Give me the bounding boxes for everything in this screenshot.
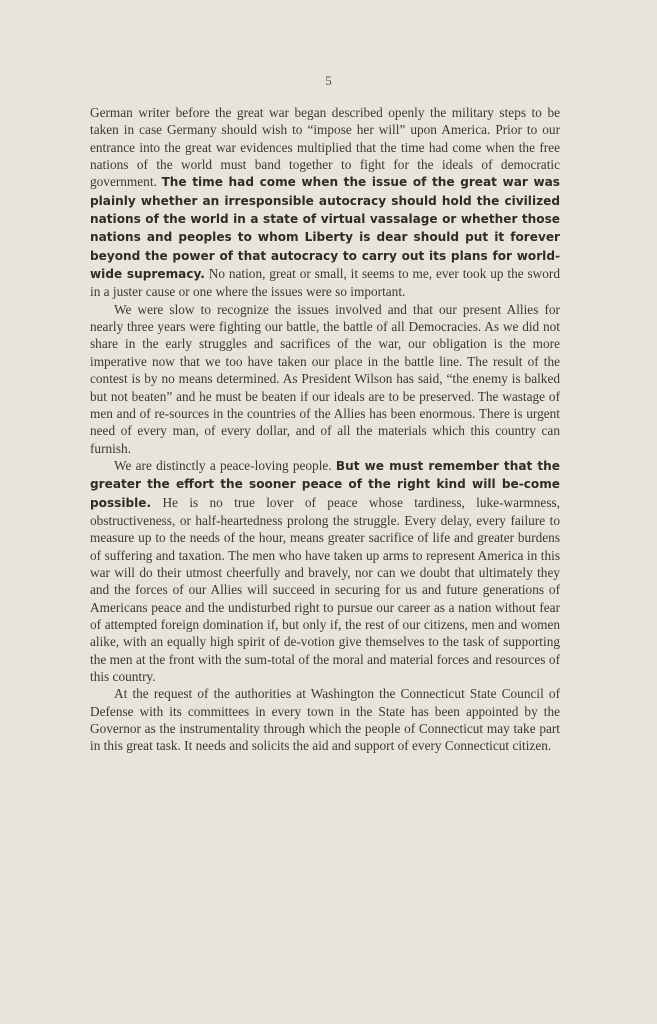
- paragraph-4-text-1: At the request of the authorities at Washington the Connecticut State Council of Defense with its committees in every town in the State has been appointed by the Governor as the instrumentality through which the people of Connecticut may take part in this great task. It needs and solicits the aid and support of every Connecticut citizen.: [90, 686, 560, 754]
- paragraph-1: [90, 104, 560, 301]
- paragraph-3: [90, 457, 560, 685]
- paragraph-1-bold-text: The time had come when the issue of the great war was plainly whether an irresponsible autocracy should hold the civilized nations of the world in a state of virtual vassalage or whether those nations and peoples to whom Liberty is dear should put it forever beyond the power of that autocracy to carry out its plans for world-wide supremacy.: [90, 175, 560, 282]
- paragraph-3-text-1: We are distinctly a peace-loving people.: [114, 457, 336, 473]
- paragraph-3-bold-text: But we must remember that the greater the effort the sooner peace of the right kind will be-come possible.: [90, 458, 560, 510]
- page-number: 5: [325, 73, 332, 88]
- body-text: [90, 104, 560, 755]
- paragraph-1-text-1: German writer before the great war began described openly the military steps to be taken in case Germany should wish to “impose her will” upon America. Prior to our entrance into the great war evidences multiplied that the time had come when the free nations of the world must band together to fight for the ideals of democratic government.: [90, 105, 560, 190]
- paragraph-2-text-1: We were slow to recognize the issues involved and that our present Allies for nearly three years were fighting our battle, the battle of all Democracies. As we did not share in the early struggles and sacrifices of the war, our obligation is the more imperative now that we too have taken our place in the battle line. The result of the contest is by no means determined. As President Wilson has said, “the enemy is balked but not beaten” and he must be beaten if our ideals are to be preserved. The wastage of men and of re-sources in the countries of the Allies has been enormous. There is urgent need of every man, of every dollar, and of all the materials which this country can furnish.: [90, 301, 560, 456]
- paragraph-1-text-2: No nation, great or small, it seems to me, ever took up the sword in a juster cause or one where the issues were so important.: [90, 266, 560, 300]
- paragraph-2: [90, 301, 560, 457]
- paragraph-3-text-2: He is no true lover of peace whose tardiness, luke-warmness, obstructiveness, or half-heartedness prolong the struggle. Every delay, every failure to measure up to the needs of the hour, means greater sacrifice of life and greater burdens of suffering and taxation. The men who have taken up arms to represent America in this war will do their utmost cheerfully and bravely, nor can we doubt that ultimately they and the forces of our Allies will succeed in securing for us and future generations of Americans peace and the undisturbed right to pursue our career as a nation without fear of attempted foreign domination if, but only if, the rest of our citizens, men and women alike, with an equally high spirit of de-votion give themselves to the task of supporting the men at the front with the sum-total of the moral and material forces and resources of this country.: [90, 494, 560, 684]
- paragraph-4: [90, 685, 560, 754]
